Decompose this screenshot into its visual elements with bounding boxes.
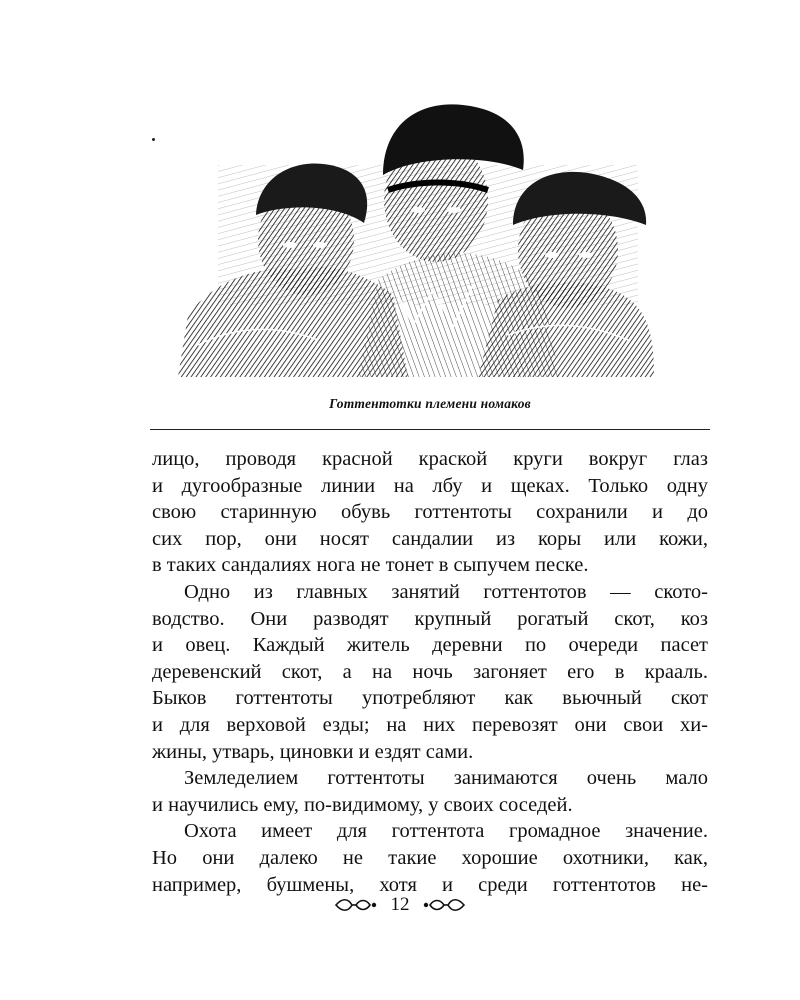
paragraph xyxy=(152,446,708,579)
text-line: и дугообразные линии на лбу и щеках. Только одну xyxy=(152,474,708,497)
text-line: Быков готтентоты употребляют как вьючный скот xyxy=(152,687,708,710)
text-line: в таких сандалиях нога не тонет в сыпучем песке. xyxy=(152,554,589,577)
text-line: деревенский скот, а на ночь загоняет его в крааль. xyxy=(152,660,708,683)
engraving-illustration xyxy=(178,95,654,377)
text-line: лицо, проводя красной краской круги вокруг глаз xyxy=(152,448,708,470)
ornament-right-icon xyxy=(422,896,466,914)
paragraph xyxy=(152,765,708,818)
paragraph xyxy=(152,579,708,765)
text-line: Земледелием готтентоты занимаются очень мало xyxy=(184,767,708,790)
text-line: сих пор, они носят сандалии из коры или кожи, xyxy=(152,527,708,550)
page-number: 12 xyxy=(390,893,410,915)
text-line: жины, утварь, циновки и ездят сами. xyxy=(152,740,474,763)
text-line: и для верховой езды; на них перевозят они свои хи- xyxy=(152,713,708,736)
text-line: Охота имеет для готтентота громадное значение. xyxy=(184,820,708,843)
ink-speck xyxy=(152,138,155,141)
body-text xyxy=(152,446,708,898)
page-footer xyxy=(0,893,800,916)
text-line: Одно из главных занятий готтентотов — ското- xyxy=(184,580,708,603)
text-line: и овец. Каждый житель деревни по очереди пасет xyxy=(152,634,708,657)
ornament-left-icon xyxy=(334,896,378,914)
text-line: свою старинную обувь готтентоты сохранили и до xyxy=(152,501,708,524)
text-line: водство. Они разводят крупный рогатый скот, коз xyxy=(152,607,708,630)
paragraph xyxy=(152,818,708,898)
text-line: и научились ему, по-видимому, у своих соседей. xyxy=(152,793,573,816)
text-line: например, бушмены, хотя и среди готтентотов не- xyxy=(152,873,708,896)
caption-divider xyxy=(150,429,710,430)
text-line: Но они далеко не такие хорошие охотники, как, xyxy=(152,846,708,869)
figure-caption: Готтентотки племени номаков xyxy=(329,396,531,411)
